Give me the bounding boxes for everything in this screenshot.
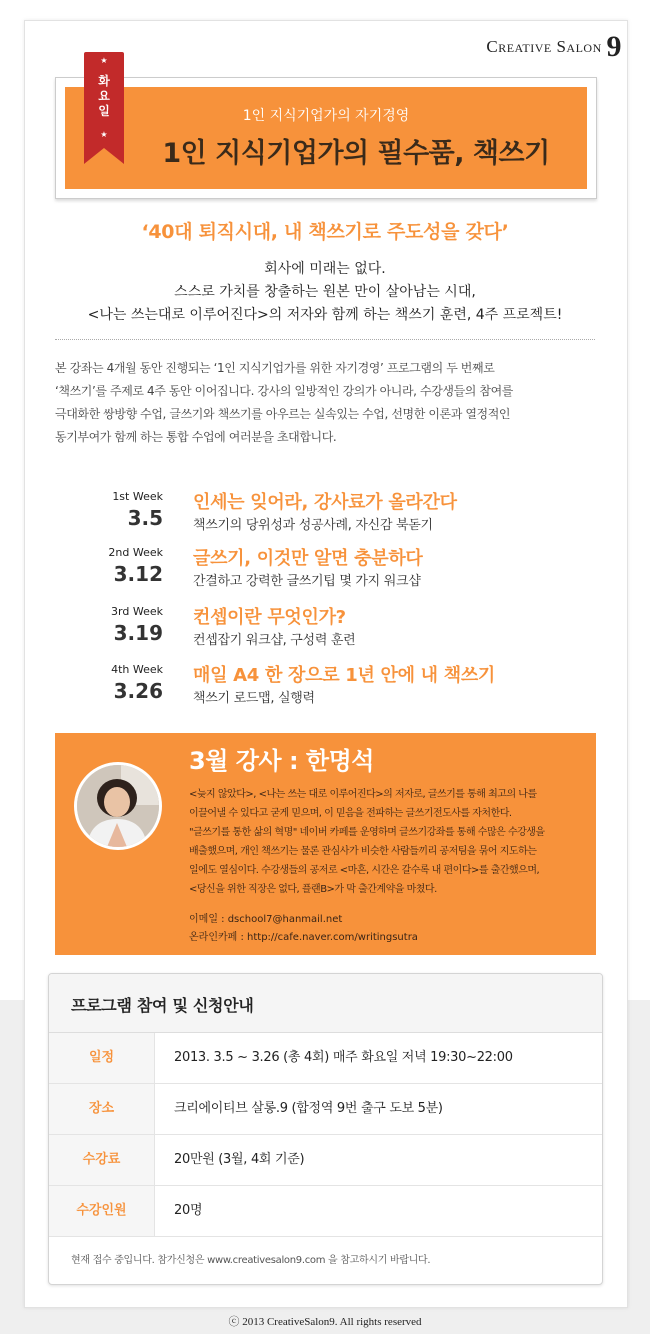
star-icon: ★ bbox=[100, 56, 108, 65]
week-item bbox=[100, 544, 620, 602]
week-item bbox=[100, 661, 620, 719]
row-value: 20만원 (3월, 4회 기준) bbox=[174, 1152, 305, 1167]
speaker-email-link[interactable]: 이메일 : dschool7@hanmail.net bbox=[189, 914, 343, 925]
speaker-section bbox=[55, 733, 596, 955]
brand-name: Creative Salon bbox=[486, 37, 602, 56]
week-date: 3.12 bbox=[113, 562, 163, 586]
intro-line: <나는 쓰는대로 이루어진다>의 저자와 함께 하는 책쓰기 훈련, 4주 프로젝트! bbox=[87, 307, 563, 323]
intro-text bbox=[0, 258, 650, 327]
speaker-contact bbox=[189, 911, 418, 947]
bio-line: 배출했으며, 개인 책쓰기는 물론 관심사가 비슷한 사람들끼리 공저팀을 묶어 지도하는 bbox=[189, 846, 537, 857]
week-title: 컨셉이란 무엇인가? bbox=[193, 607, 346, 628]
week-desc: 책쓰기의 당위성과 성공사례, 자신감 북돋기 bbox=[193, 518, 433, 533]
info-row-location bbox=[49, 1084, 602, 1135]
info-title: 프로그램 참여 및 신청안내 bbox=[71, 996, 254, 1015]
registration-info bbox=[48, 973, 603, 1285]
week-desc: 컨셉잡기 워크샵, 구성력 훈련 bbox=[193, 633, 356, 648]
week-title: 매일 A4 한 장으로 1년 안에 내 책쓰기 bbox=[193, 665, 495, 686]
day-ribbon bbox=[84, 52, 124, 148]
registration-note: 현재 접수 중입니다. 참가신청은 www.creativesalon9.com 을 참고하시기 바랍니다. bbox=[71, 1255, 431, 1266]
bio-line: <당신을 위한 직장은 없다, 플랜B>가 막 출간계약을 마쳤다. bbox=[189, 884, 437, 895]
copyright-footer: ⓒ 2013 CreativeSalon9. All rights reserved bbox=[228, 1316, 422, 1328]
description-line: 본 강좌는 4개월 동안 진행되는 ‘1인 지식기업가를 위한 자기경영’ 프로그램의 두 번째로 bbox=[55, 361, 495, 375]
header-title: 1인 지식기업가의 필수품, 책쓰기 bbox=[162, 138, 550, 169]
description-line: 동기부여가 함께 하는 통합 수업에 여러분을 초대합니다. bbox=[55, 430, 337, 444]
intro-line: 스스로 가치를 창출하는 원본 만이 살아남는 시대, bbox=[174, 284, 476, 300]
week-item bbox=[100, 603, 620, 661]
bio-line: 일에도 열심이다. 수강생들의 공저로 <마흔, 시간은 갈수록 내 편이다>를 출간했으며, bbox=[189, 865, 540, 876]
star-icon: ★ bbox=[100, 130, 108, 139]
speaker-photo-icon bbox=[77, 765, 159, 847]
brand-logo bbox=[486, 30, 622, 64]
row-label: 수강인원 bbox=[49, 1186, 155, 1236]
description-line: 극대화한 쌍방향 수업, 글쓰기와 책쓰기를 아우르는 실속있는 수업, 선명한 이론과 열정적인 bbox=[55, 407, 511, 421]
bio-line: "글쓰기를 통한 삶의 혁명" 네이버 카페를 운영하며 글쓰기강좌를 통해 수많은 수강생을 bbox=[189, 827, 545, 838]
row-label: 수강료 bbox=[49, 1135, 155, 1185]
ribbon-char: 요 bbox=[98, 89, 110, 103]
brand-number: 9 bbox=[606, 30, 622, 63]
tagline: ‘40대 퇴직시대, 내 책쓰기로 주도성을 갖다’ bbox=[141, 221, 509, 243]
bio-line: <늦지 않았다>, <나는 쓰는 대로 이루어진다>의 저자로, 글쓰기를 통해 최고의 나를 bbox=[189, 789, 537, 800]
speaker-avatar bbox=[74, 762, 162, 850]
info-row-schedule bbox=[49, 1033, 602, 1084]
week-date: 3.19 bbox=[113, 621, 163, 645]
header-subtitle: 1인 지식기업가의 자기경영 bbox=[242, 108, 410, 124]
speaker-bio bbox=[189, 785, 589, 899]
week-desc: 간결하고 강력한 글쓰기팁 몇 가지 워크샵 bbox=[193, 574, 421, 589]
row-label: 일정 bbox=[49, 1033, 155, 1083]
bio-line: 이끌어낼 수 있다고 굳게 믿으며, 이 믿음을 전파하는 글쓰기전도사를 자처한다. bbox=[189, 808, 512, 819]
description-line: ‘책쓰기’를 주제로 4주 동안 이어집니다. 강사의 일방적인 강의가 아니라, 수강생들의 참여를 bbox=[55, 384, 513, 398]
row-value: 크리에이티브 살롱.9 (합정역 9번 출구 도보 5분) bbox=[174, 1101, 443, 1116]
ribbon-char: 일 bbox=[98, 104, 110, 118]
course-description bbox=[55, 357, 600, 449]
row-value: 20명 bbox=[174, 1203, 203, 1218]
week-item bbox=[100, 488, 620, 546]
divider bbox=[55, 339, 595, 340]
header-panel bbox=[65, 87, 587, 189]
row-value: 2013. 3.5 ~ 3.26 (총 4회) 매주 화요일 저녁 19:30~22:00 bbox=[174, 1050, 513, 1065]
header-banner bbox=[55, 77, 597, 199]
info-row-fee bbox=[49, 1135, 602, 1186]
speaker-heading: 3월 강사 : 한명석 bbox=[189, 747, 374, 775]
week-label: 2nd Week bbox=[108, 546, 163, 559]
week-label: 1st Week bbox=[112, 490, 163, 503]
info-row-capacity bbox=[49, 1186, 602, 1237]
week-label: 3rd Week bbox=[111, 605, 163, 618]
week-date: 3.26 bbox=[113, 679, 163, 703]
ribbon-char: 화 bbox=[98, 74, 110, 88]
week-label: 4th Week bbox=[111, 663, 163, 676]
week-date: 3.5 bbox=[127, 506, 163, 530]
week-title: 글쓰기, 이것만 알면 충분하다 bbox=[193, 548, 423, 569]
speaker-cafe-link[interactable]: 온라인카페 : http://cafe.naver.com/writingsutra bbox=[189, 932, 418, 943]
row-label: 장소 bbox=[49, 1084, 155, 1134]
week-desc: 책쓰기 로드맵, 실행력 bbox=[193, 691, 315, 706]
intro-line: 회사에 미래는 없다. bbox=[264, 261, 386, 277]
ribbon-label bbox=[84, 74, 124, 119]
week-title: 인세는 잊어라, 강사료가 올라간다 bbox=[193, 492, 457, 513]
